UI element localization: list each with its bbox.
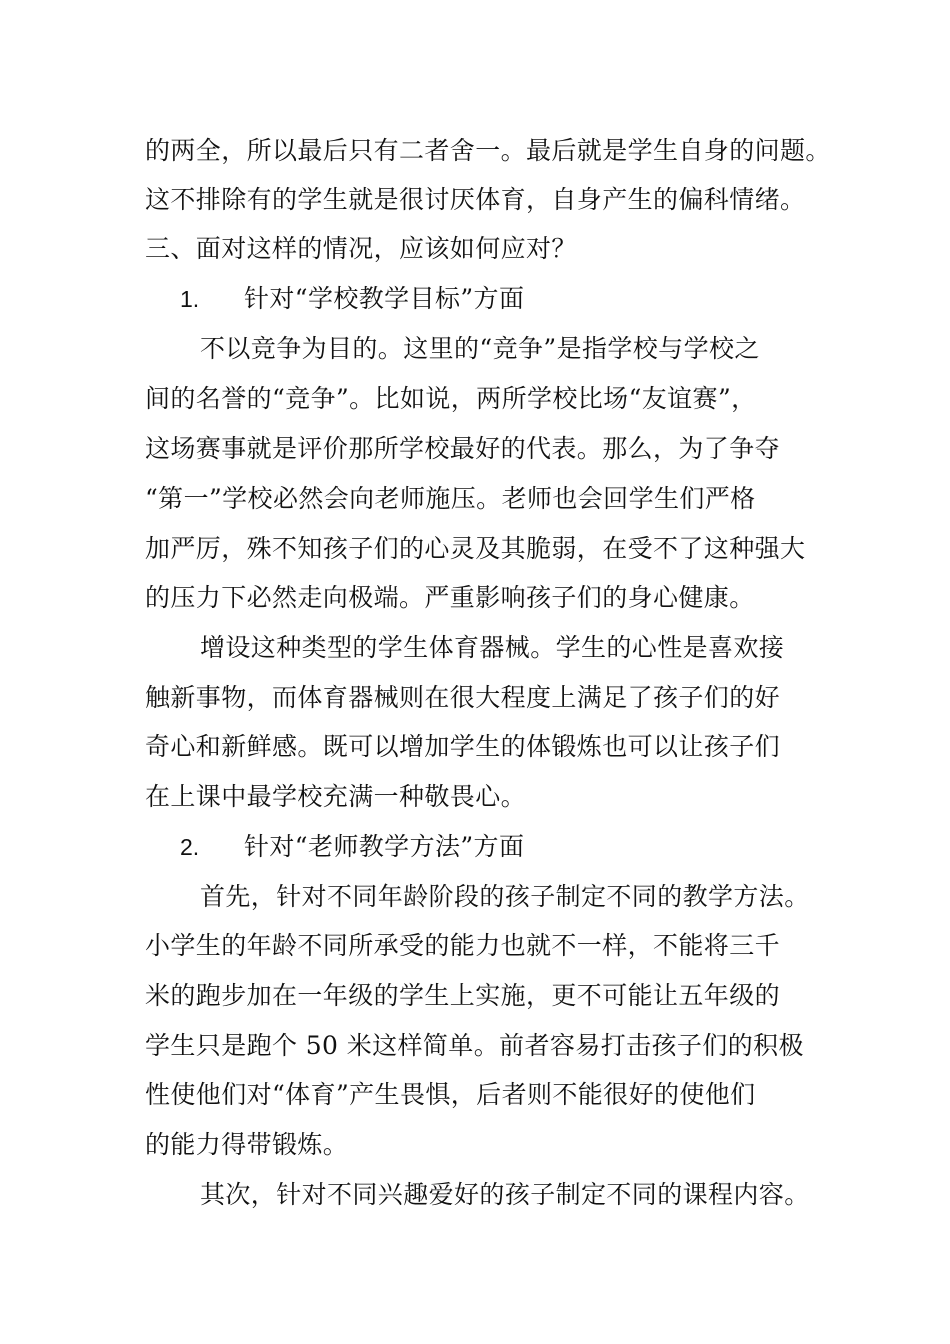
section-heading: 三、面对这样的情况，应该如何应对？	[145, 234, 577, 263]
paragraph-line: 间的名誉的“竞争”。比如说，两所学校比场“友谊赛”，	[145, 384, 757, 413]
paragraph-line: 加严厉，殊不知孩子们的心灵及其脆弱，在受不了这种强大	[145, 534, 806, 563]
paragraph-line: 首先，针对不同年龄阶段的孩子制定不同的教学方法。	[200, 882, 810, 911]
text-line: 这不排除有的学生就是很讨厌体育，自身产生的偏科情绪。	[145, 185, 806, 214]
paragraph-line: 学生只是跑个 50 米这样简单。前者容易打击孩子们的积极	[145, 1031, 804, 1060]
paragraph-line: 米的跑步加在一年级的学生上实施，更不可能让五年级的	[145, 981, 781, 1010]
paragraph-line: 的压力下必然走向极端。严重影响孩子们的身心健康。	[145, 583, 755, 612]
paragraph-line: 性使他们对“体育”产生畏惧，后者则不能很好的使他们	[145, 1080, 756, 1109]
paragraph-line: 触新事物，而体育器械则在很大程度上满足了孩子们的好	[145, 683, 781, 712]
subsection-title: 针对“老师教学方法”方面	[244, 832, 525, 861]
list-number: 1.	[180, 286, 200, 312]
paragraph-line: “第一”学校必然会向老师施压。老师也会回学生们严格	[145, 484, 756, 513]
paragraph-line: 奇心和新鲜感。既可以增加学生的体锻炼也可以让孩子们	[145, 732, 781, 761]
paragraph-line: 这场赛事就是评价那所学校最好的代表。那么，为了争夺	[145, 434, 781, 463]
paragraph-line: 其次，针对不同兴趣爱好的孩子制定不同的课程内容。	[200, 1180, 810, 1209]
paragraph-line: 在上课中最学校充满一种敬畏心。	[145, 782, 527, 811]
paragraph-line: 增设这种类型的学生体育器械。学生的心性是喜欢接	[200, 633, 785, 662]
list-number: 2.	[180, 834, 200, 860]
subsection-title: 针对“学校教学目标”方面	[244, 284, 525, 313]
paragraph-line: 小学生的年龄不同所承受的能力也就不一样，不能将三千	[145, 931, 781, 960]
text-line: 的两全，所以最后只有二者舍一。最后就是学生自身的问题。	[145, 136, 831, 165]
paragraph-line: 不以竞争为目的。这里的“竞争”是指学校与学校之	[200, 334, 760, 363]
paragraph-line: 的能力得带锻炼。	[145, 1130, 349, 1159]
